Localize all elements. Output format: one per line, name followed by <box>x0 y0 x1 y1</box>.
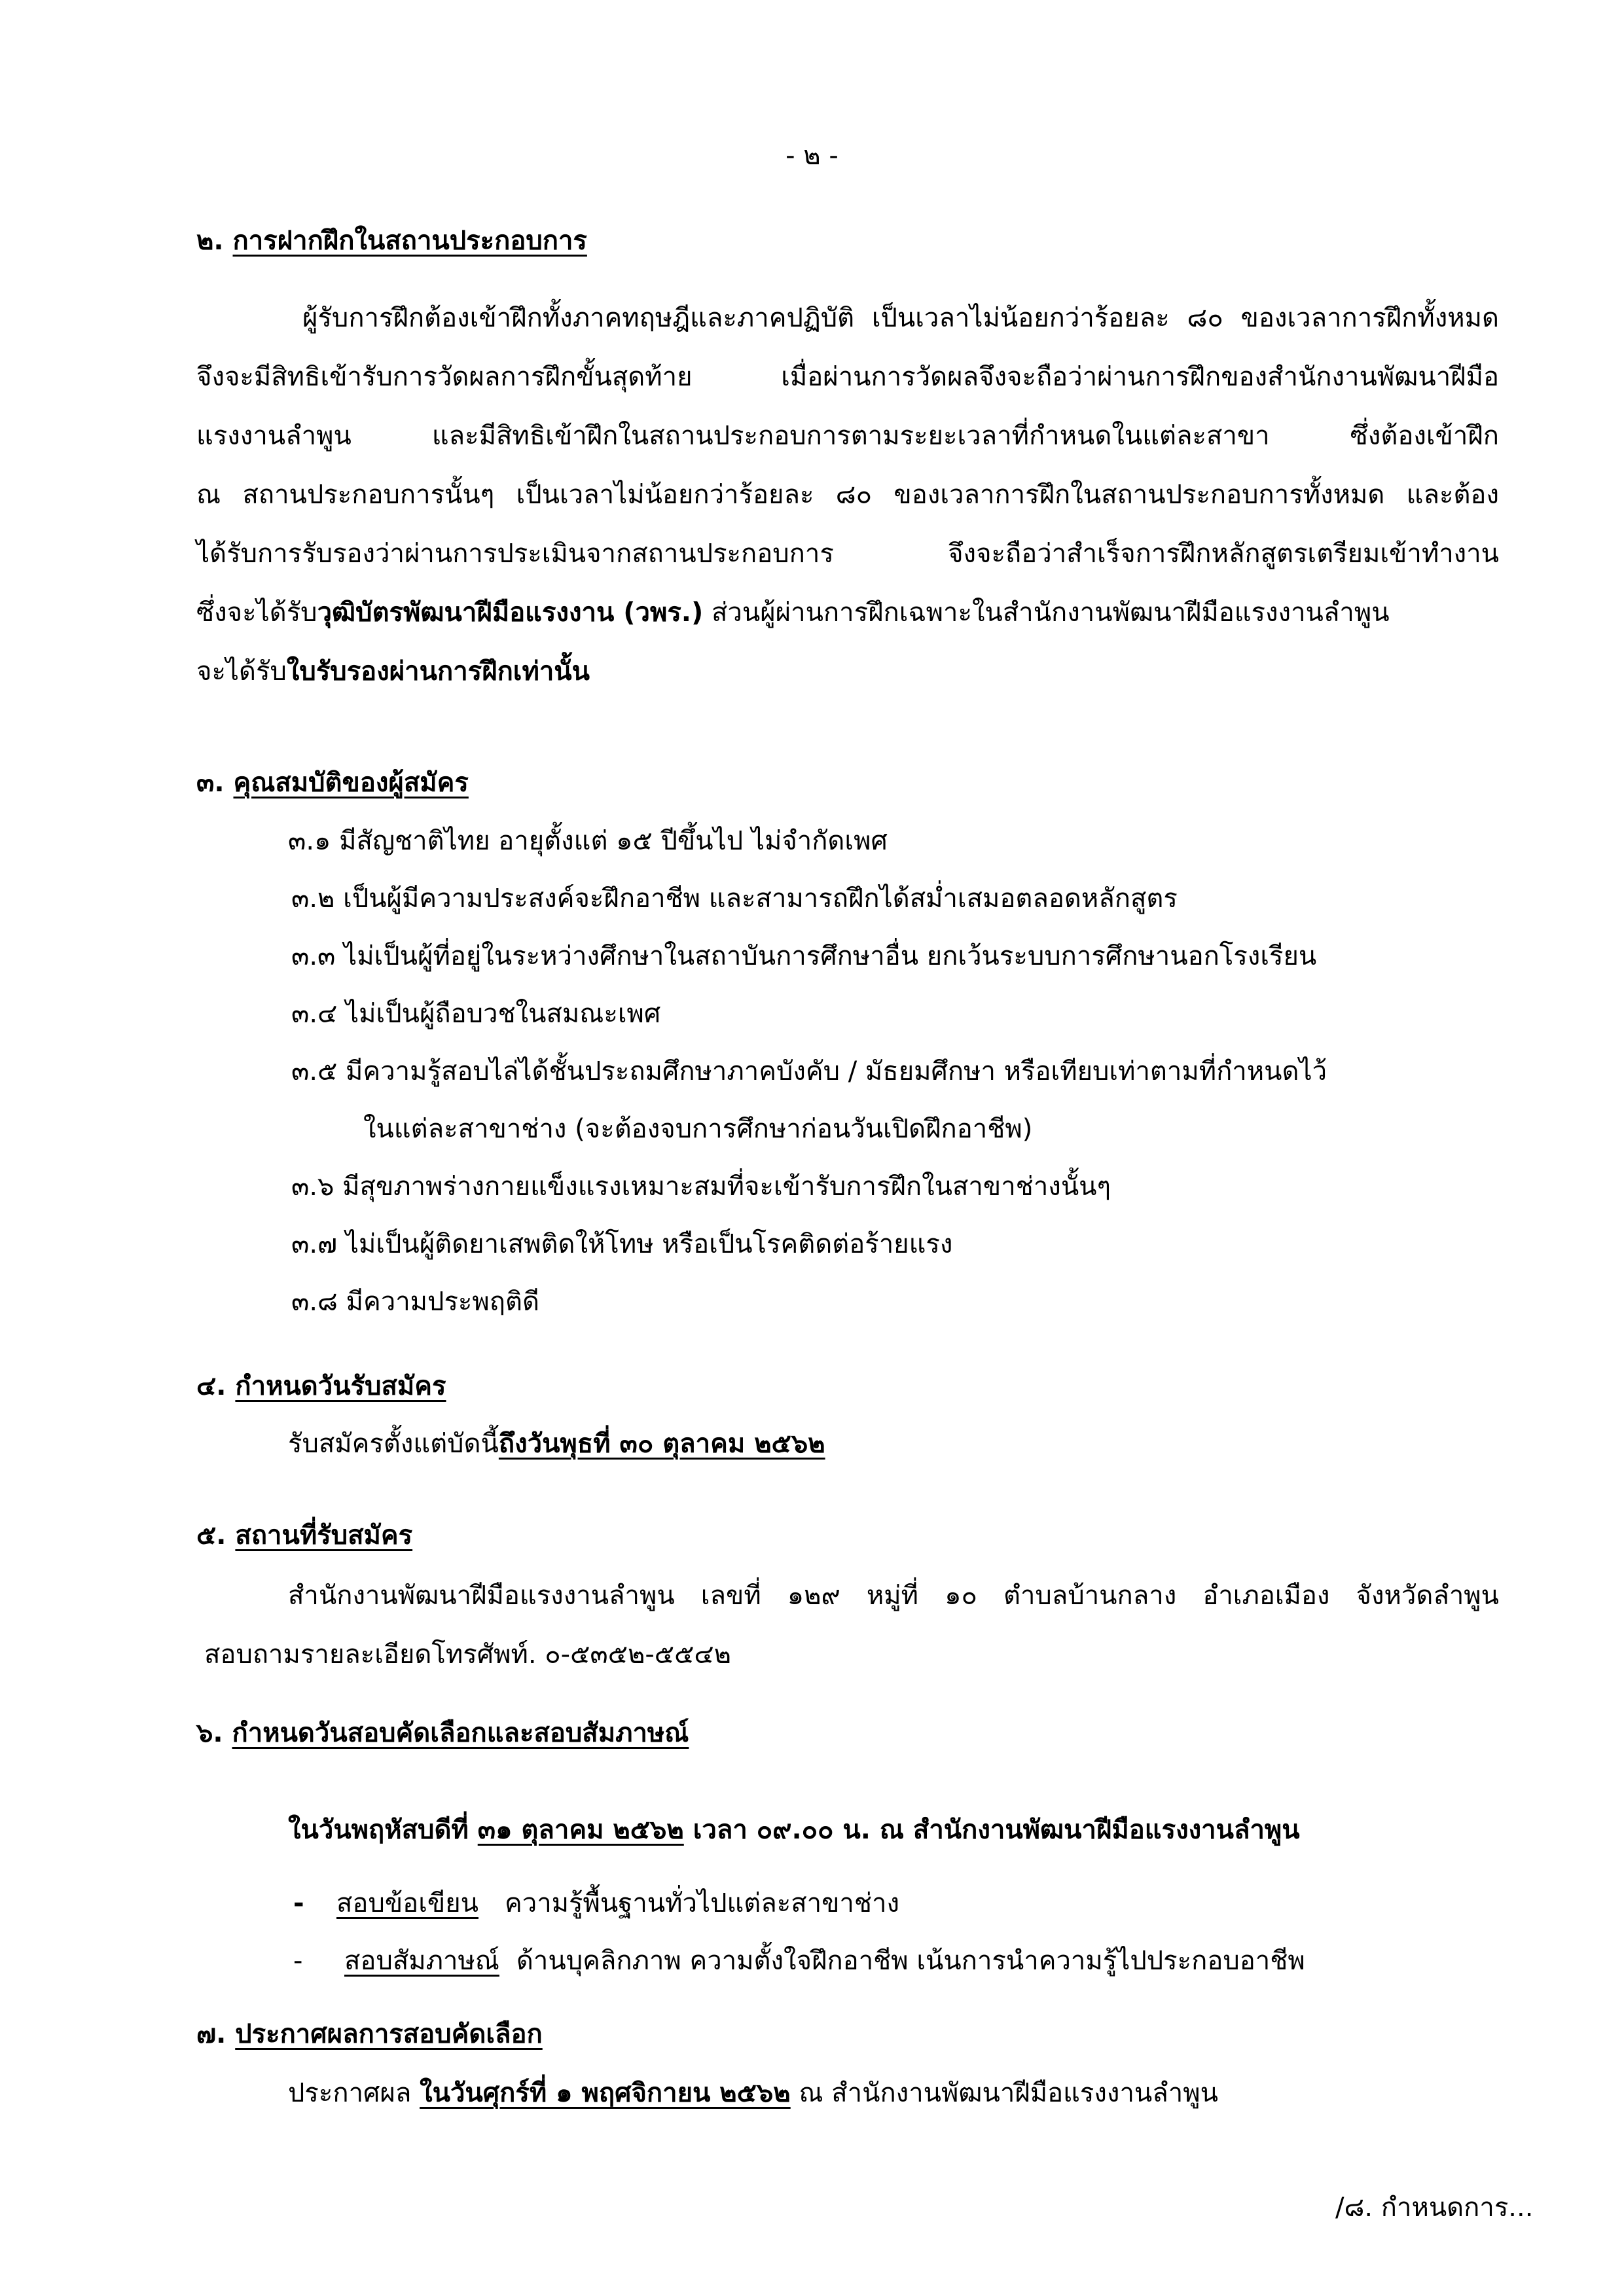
section-5-number: ๕. <box>196 1520 226 1551</box>
section-2-heading <box>196 223 587 259</box>
section-2-line-6-tail: ส่วนผู้ผ่านการฝึกเฉพาะในสำนักงานพัฒนาฝีมือแรงงานลำพูน <box>703 598 1390 628</box>
section-7-heading <box>196 2016 543 2053</box>
exam-day: ในวันพฤหัสบดีที่ <box>288 1815 478 1845</box>
section-7-number: ๗. <box>196 2019 226 2049</box>
application-period-text: รับสมัครตั้งแต่บัดนี้ <box>288 1429 499 1459</box>
section-5-title: สถานที่รับสมัคร <box>235 1520 413 1551</box>
section-7-title: ประกาศผลการสอบคัดเลือก <box>235 2019 543 2049</box>
section-2-number: ๒. <box>196 226 224 256</box>
certificate-name: วุฒิบัตรพัฒนาฝีมือแรงงาน (วพร.) <box>317 598 704 628</box>
section-2-title: การฝากฝึกในสถานประกอบการ <box>232 226 587 256</box>
qualification-item: ๓.๗ ไม่เป็นผู้ติดยาเสพติดให้โทษ หรือเป็นโรคติดต่อร้ายแรง <box>291 1229 953 1259</box>
exam-date: ๓๑ ตุลาคม ๒๕๖๒ <box>477 1815 684 1845</box>
qualification-item: ๓.๔ ไม่เป็นผู้ถือบวชในสมณะเพศ <box>291 999 661 1029</box>
continuation-footer: /๘. กำหนดการ... <box>1335 2193 1534 2223</box>
qualification-item: ๓.๒ เป็นผู้มีความประสงค์จะฝึกอาชีพ และสามารถฝึกได้สม่ำเสมอตลอดหลักสูตร <box>291 884 1178 914</box>
section-6-number: ๖. <box>196 1718 223 1748</box>
certificate-note: ใบรับรองผ่านการฝึกเท่านั้น <box>286 656 590 687</box>
exam-time-location: เวลา ๐๙.๐๐ น. ณ สำนักงานพัฒนาฝีมือแรงงานลำพูน <box>683 1815 1300 1845</box>
section-2-line-7 <box>196 653 590 690</box>
qualification-item: ๓.๑ มีสัญชาติไทย อายุตั้งแต่ ๑๕ ปีขึ้นไป ไม่จำกัดเพศ <box>288 826 888 856</box>
exam-bullet-interview <box>293 1943 1305 1979</box>
section-2-line-5: ได้รับการรับรองว่าผ่านการประเมินจากสถานประกอบการ จึงจะถือว่าสำเร็จการฝึกหลักสูตรเตรียมเข้าทำงาน <box>196 539 1499 569</box>
page-number: - ๒ - <box>785 141 839 171</box>
section-6-title: กำหนดวันสอบคัดเลือกและสอบสัมภาษณ์ <box>232 1718 689 1748</box>
results-date: ในวันศุกร์ที่ ๑ พฤศจิกายน ๒๕๖๒ <box>420 2078 791 2108</box>
bullet-dash: - <box>293 1946 303 1976</box>
section-6-heading <box>196 1715 689 1751</box>
exam-type-label: สอบสัมภาษณ์ <box>344 1946 499 1976</box>
bullet-dash: - <box>293 1888 304 1918</box>
section-3-number: ๓. <box>196 768 225 798</box>
qualification-item-continuation: ในแต่ละสาขาช่าง (จะต้องจบการศึกษาก่อนวันเปิดฝึกอาชีพ) <box>363 1114 1033 1144</box>
exam-schedule <box>288 1812 1300 1848</box>
exam-type-label: สอบข้อเขียน <box>336 1888 478 1918</box>
application-deadline: ถึงวันพุธที่ ๓๐ ตุลาคม ๒๕๖๒ <box>498 1429 825 1459</box>
qualification-item: ๓.๘ มีความประพฤติดี <box>291 1287 539 1317</box>
qualification-item: ๓.๖ มีสุขภาพร่างกายแข็งแรงเหมาะสมที่จะเข้ารับการฝึกในสาขาช่างนั้นๆ <box>291 1172 1111 1202</box>
results-location: ณ สำนักงานพัฒนาฝีมือแรงงานลำพูน <box>790 2078 1218 2108</box>
section-2-line-7-text: จะได้รับ <box>196 656 287 687</box>
section-4-heading <box>196 1368 446 1405</box>
qualification-item: ๓.๕ มีความรู้สอบไล่ได้ชั้นประถมศึกษาภาคบังคับ / มัธยมศึกษา หรือเทียบเท่าตามที่กำหนดไว้ <box>291 1056 1327 1086</box>
contact-phone: สอบถามรายละเอียดโทรศัพท์. ๐-๕๓๕๒-๕๕๔๒ <box>204 1640 731 1670</box>
section-2-line-4: ณ สถานประกอบการนั้นๆ เป็นเวลาไม่น้อยกว่าร้อยละ ๘๐ ของเวลาการฝึกในสถานประกอบการทั้งหมด และต้อง <box>196 480 1499 510</box>
section-3-heading <box>196 764 469 801</box>
exam-type-description: ความรู้พื้นฐานทั่วไปแต่ละสาขาช่าง <box>505 1888 900 1918</box>
application-period <box>288 1426 825 1462</box>
section-3-title: คุณสมบัติของผู้สมัคร <box>233 768 469 798</box>
section-4-number: ๔. <box>196 1371 226 1401</box>
qualification-item: ๓.๓ ไม่เป็นผู้ที่อยู่ในระหว่างศึกษาในสถาบันการศึกษาอื่น ยกเว้นระบบการศึกษานอกโรงเรียน <box>291 941 1317 971</box>
section-2-line-6 <box>196 594 1390 631</box>
application-address: สำนักงานพัฒนาฝีมือแรงงานลำพูน เลขที่ ๑๒๙ หมู่ที่ ๑๐ ตำบลบ้านกลาง อำเภอเมือง จังหวัดลำพูน <box>288 1581 1500 1611</box>
section-2-line-6-text: ซึ่งจะได้รับ <box>196 598 317 628</box>
exam-bullet-written <box>293 1885 899 1922</box>
exam-type-description: ด้านบุคลิกภาพ ความตั้งใจฝึกอาชีพ เน้นการนำความรู้ไปประกอบอาชีพ <box>516 1946 1305 1976</box>
results-announcement <box>288 2075 1218 2111</box>
section-2-line-1: ผู้รับการฝึกต้องเข้าฝึกทั้งภาคทฤษฎีและภาคปฏิบัติ เป็นเวลาไม่น้อยกว่าร้อยละ ๘๐ ของเวลาการฝึกทั้งหมด <box>302 303 1499 333</box>
section-2-line-3: แรงงานลำพูน และมีสิทธิเข้าฝึกในสถานประกอบการตามระยะเวลาที่กำหนดในแต่ละสาขา ซึ่งต้องเข้าฝึก <box>196 421 1499 451</box>
section-5-heading <box>196 1517 412 1554</box>
section-4-title: กำหนดวันรับสมัคร <box>235 1371 446 1401</box>
section-2-line-2: จึงจะมีสิทธิเข้ารับการวัดผลการฝึกขั้นสุดท้าย เมื่อผ่านการวัดผลจึงจะถือว่าผ่านการฝึกของสำนักงานพัฒนาฝีมือ <box>196 362 1499 392</box>
results-announcement-text: ประกาศผล <box>288 2078 420 2108</box>
